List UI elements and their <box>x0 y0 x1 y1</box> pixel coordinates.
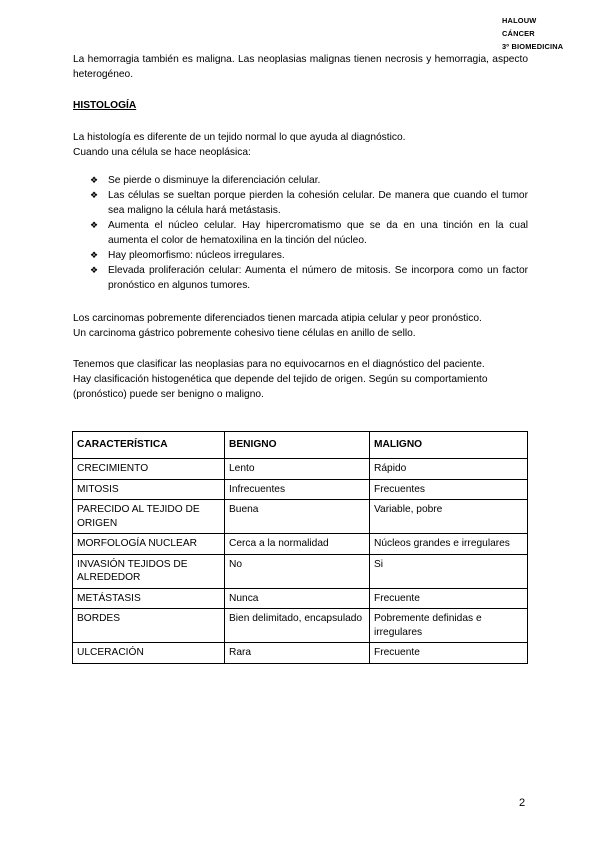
table-cell-benign: Cerca a la normalidad <box>225 534 370 555</box>
classification-line-2: Hay clasificación histogenética que depende del tejido de origen. Según su comportamiento <box>73 374 488 385</box>
table-cell-benign: Infrecuentes <box>225 479 370 500</box>
classification-paragraph <box>73 357 528 402</box>
table-cell-malignant: Frecuente <box>370 588 528 609</box>
table-row <box>73 479 528 500</box>
header-author: HALOUW <box>502 16 537 25</box>
header-maligno: MALIGNO <box>370 432 528 459</box>
list-item-text: Las células se sueltan porque pierden la cohesión celular. De manera que cuando el tumor sea maligno la célula hará metástasis. <box>108 190 528 216</box>
diamond-bullet-icon: ❖ <box>90 175 99 185</box>
table-cell-malignant: Frecuente <box>370 643 528 664</box>
comparison-table <box>72 431 528 664</box>
table-header-row <box>73 432 528 459</box>
page-header <box>502 14 594 53</box>
histologia-bullet-list <box>90 173 528 293</box>
intro-paragraph: La hemorragia también es maligna. Las neoplasias malignas tienen necrosis y hemorragia, aspecto heterogéneo. <box>73 54 528 80</box>
table-cell-benign: Rara <box>225 643 370 664</box>
table-cell-feature: BORDES <box>73 609 225 643</box>
list-item <box>90 263 528 293</box>
table-cell-benign: Nunca <box>225 588 370 609</box>
table-cell-benign: No <box>225 554 370 588</box>
list-item <box>90 248 528 263</box>
header-caracteristica: CARACTERÍSTICA <box>73 432 225 459</box>
table-row <box>73 554 528 588</box>
table-cell-feature: PARECIDO AL TEJIDO DE ORIGEN <box>73 500 225 534</box>
classification-line-1: Tenemos que clasificar las neoplasias para no equivocarnos en el diagnóstico del paciente. <box>73 359 485 370</box>
table-cell-malignant: Pobremente definidas e irregulares <box>370 609 528 643</box>
header-benigno: BENIGNO <box>225 432 370 459</box>
list-item-text: Aumenta el núcleo celular. Hay hipercromatismo que se da en una tinción en la cual aumenta el color de hematoxilina en la tinción del núcleo. <box>108 220 528 246</box>
section-title-histologia: HISTOLOGÍA <box>73 100 137 111</box>
table-cell-malignant: Si <box>370 554 528 588</box>
list-item-text: Se pierde o disminuye la diferenciación celular. <box>108 175 321 186</box>
table-cell-malignant: Rápido <box>370 459 528 480</box>
diamond-bullet-icon: ❖ <box>90 265 99 275</box>
table-cell-feature: ULCERACIÓN <box>73 643 225 664</box>
table-cell-feature: INVASIÓN TEJIDOS DE ALREDEDOR <box>73 554 225 588</box>
diamond-bullet-icon: ❖ <box>90 220 99 230</box>
diamond-bullet-icon: ❖ <box>90 190 99 200</box>
table-row <box>73 459 528 480</box>
classification-line-3: (pronóstico) puede ser benigno o maligno. <box>73 389 264 400</box>
table-row <box>73 534 528 555</box>
table-cell-malignant: Variable, pobre <box>370 500 528 534</box>
table-cell-benign: Bien delimitado, encapsulado <box>225 609 370 643</box>
table-cell-malignant: Núcleos grandes e irregulares <box>370 534 528 555</box>
carcinoma-line-1: Los carcinomas pobremente diferenciados tienen marcada atipia celular y peor pronóstico. <box>73 313 482 324</box>
histologia-line-1: La histología es diferente de un tejido normal lo que ayuda al diagnóstico. <box>73 132 406 143</box>
carcinoma-line-2: Un carcinoma gástrico pobremente cohesivo tiene células en anillo de sello. <box>73 328 416 339</box>
carcinoma-paragraph <box>73 311 528 341</box>
table-cell-malignant: Frecuentes <box>370 479 528 500</box>
header-course: 3º BIOMEDICINA <box>502 42 564 51</box>
table-cell-benign: Lento <box>225 459 370 480</box>
list-item <box>90 218 528 248</box>
histologia-line-2: Cuando una célula se hace neoplásica: <box>73 147 251 158</box>
table-cell-benign: Buena <box>225 500 370 534</box>
table-row <box>73 500 528 534</box>
histologia-paragraph <box>73 130 528 160</box>
table-cell-feature: CRECIMIENTO <box>73 459 225 480</box>
list-item-text: Hay pleomorfismo: núcleos irregulares. <box>108 250 285 261</box>
table-row <box>73 643 528 664</box>
page-number: 2 <box>519 797 526 809</box>
table-row <box>73 609 528 643</box>
table-cell-feature: METÁSTASIS <box>73 588 225 609</box>
list-item-text: Elevada proliferación celular: Aumenta el número de mitosis. Se incorpora como un factor pronóstico en algunos tumores. <box>108 265 528 291</box>
diamond-bullet-icon: ❖ <box>90 250 99 260</box>
header-subject: CÁNCER <box>502 29 535 38</box>
table-cell-feature: MITOSIS <box>73 479 225 500</box>
table-cell-feature: MORFOLOGÍA NUCLEAR <box>73 534 225 555</box>
table-row <box>73 588 528 609</box>
list-item <box>90 188 528 218</box>
list-item <box>90 173 528 188</box>
